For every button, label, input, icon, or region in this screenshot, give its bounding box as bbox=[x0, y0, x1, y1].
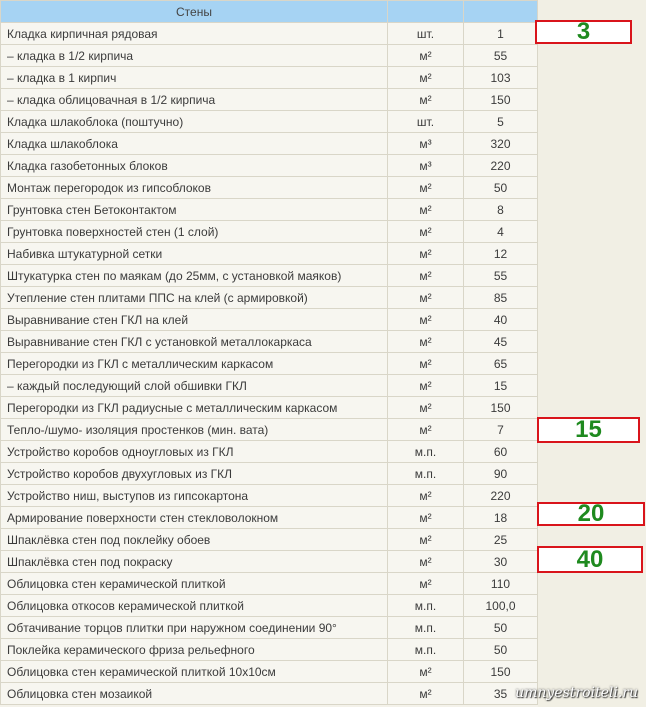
item-price: 35 bbox=[464, 683, 538, 705]
item-price: 25 bbox=[464, 529, 538, 551]
item-name: Грунтовка стен Бетоконтактом bbox=[0, 199, 388, 221]
item-unit: м² bbox=[388, 397, 464, 419]
item-price: 100,0 bbox=[464, 595, 538, 617]
table-header-unit bbox=[388, 0, 464, 23]
table-row bbox=[0, 199, 538, 221]
table-row bbox=[0, 67, 538, 89]
table-header-price bbox=[464, 0, 538, 23]
item-name: Штукатурка стен по маякам (до 25мм, с установкой маяков) bbox=[0, 265, 388, 287]
item-price: 1 bbox=[464, 23, 538, 45]
item-unit: м² bbox=[388, 331, 464, 353]
item-unit: м² bbox=[388, 177, 464, 199]
table-row bbox=[0, 397, 538, 419]
item-name: Армирование поверхности стен стекловолокном bbox=[0, 507, 388, 529]
annotation-box-1 bbox=[535, 20, 632, 44]
annotation-value: 20 bbox=[577, 500, 605, 527]
item-price: 45 bbox=[464, 331, 538, 353]
table-row bbox=[0, 177, 538, 199]
table-row bbox=[0, 595, 538, 617]
item-price: 50 bbox=[464, 177, 538, 199]
item-price: 150 bbox=[464, 661, 538, 683]
item-unit: м² bbox=[388, 243, 464, 265]
table-row bbox=[0, 353, 538, 375]
item-name: Поклейка керамического фриза рельефного bbox=[0, 639, 388, 661]
item-name: – кладка в 1/2 кирпича bbox=[0, 45, 388, 67]
item-name: Утепление стен плитами ППС на клей (с армировкой) bbox=[0, 287, 388, 309]
item-price: 220 bbox=[464, 485, 538, 507]
item-name: Набивка штукатурной сетки bbox=[0, 243, 388, 265]
item-name: Облицовка стен мозаикой bbox=[0, 683, 388, 705]
table-row bbox=[0, 529, 538, 551]
side-panel bbox=[538, 0, 646, 707]
item-name: Кладка шлакоблока bbox=[0, 133, 388, 155]
item-name: – каждый последующий слой обшивки ГКЛ bbox=[0, 375, 388, 397]
item-name: Выравнивание стен ГКЛ с установкой металлокаркаса bbox=[0, 331, 388, 353]
item-unit: м² bbox=[388, 551, 464, 573]
item-name: – кладка облицовачная в 1/2 кирпича bbox=[0, 89, 388, 111]
table-row bbox=[0, 551, 538, 573]
item-unit: м² bbox=[388, 287, 464, 309]
table-row bbox=[0, 23, 538, 45]
item-unit: м² bbox=[388, 529, 464, 551]
item-name: Шпаклёвка стен под поклейку обоев bbox=[0, 529, 388, 551]
item-price: 50 bbox=[464, 639, 538, 661]
item-name: Перегородки из ГКЛ с металлическим каркасом bbox=[0, 353, 388, 375]
item-price: 220 bbox=[464, 155, 538, 177]
annotation-value: 15 bbox=[575, 416, 602, 443]
item-unit: м² bbox=[388, 67, 464, 89]
annotation-box-4 bbox=[537, 546, 643, 573]
item-name: Кладка кирпичная рядовая bbox=[0, 23, 388, 45]
item-price: 5 bbox=[464, 111, 538, 133]
table-header-title: Стены bbox=[0, 0, 388, 23]
item-price: 55 bbox=[464, 45, 538, 67]
table-row bbox=[0, 639, 538, 661]
table-row bbox=[0, 287, 538, 309]
item-price: 18 bbox=[464, 507, 538, 529]
item-unit: м.п. bbox=[388, 441, 464, 463]
table-row bbox=[0, 155, 538, 177]
item-unit: м² bbox=[388, 375, 464, 397]
item-unit: м³ bbox=[388, 133, 464, 155]
item-price: 110 bbox=[464, 573, 538, 595]
table-body bbox=[0, 23, 538, 705]
item-unit: м.п. bbox=[388, 463, 464, 485]
item-name: Кладка шлакоблока (поштучно) bbox=[0, 111, 388, 133]
item-name: Облицовка стен керамической плиткой bbox=[0, 573, 388, 595]
item-price: 8 bbox=[464, 199, 538, 221]
item-unit: м³ bbox=[388, 155, 464, 177]
item-name: Устройство ниш, выступов из гипсокартона bbox=[0, 485, 388, 507]
item-name: Устройство коробов одноугловых из ГКЛ bbox=[0, 441, 388, 463]
table-row bbox=[0, 375, 538, 397]
table-row bbox=[0, 507, 538, 529]
item-name: Тепло-/шумо- изоляция простенков (мин. вата) bbox=[0, 419, 388, 441]
table-row bbox=[0, 683, 538, 705]
annotation-box-3 bbox=[537, 502, 645, 526]
item-unit: шт. bbox=[388, 111, 464, 133]
item-unit: м² bbox=[388, 485, 464, 507]
item-price: 150 bbox=[464, 397, 538, 419]
item-unit: м² bbox=[388, 419, 464, 441]
item-unit: м² bbox=[388, 507, 464, 529]
item-price: 320 bbox=[464, 133, 538, 155]
item-unit: м² bbox=[388, 221, 464, 243]
item-name: Облицовка стен керамической плиткой 10х10см bbox=[0, 661, 388, 683]
item-name: Перегородки из ГКЛ радиусные с металлическим каркасом bbox=[0, 397, 388, 419]
item-price: 12 bbox=[464, 243, 538, 265]
table-row bbox=[0, 463, 538, 485]
table-row bbox=[0, 45, 538, 67]
table-row bbox=[0, 89, 538, 111]
item-price: 15 bbox=[464, 375, 538, 397]
item-unit: м.п. bbox=[388, 639, 464, 661]
item-name: Шпаклёвка стен под покраску bbox=[0, 551, 388, 573]
table-row bbox=[0, 331, 538, 353]
item-name: Кладка газобетонных блоков bbox=[0, 155, 388, 177]
item-name: Устройство коробов двухугловых из ГКЛ bbox=[0, 463, 388, 485]
item-price: 4 bbox=[464, 221, 538, 243]
table-row bbox=[0, 243, 538, 265]
item-unit: м² bbox=[388, 573, 464, 595]
annotation-value: 3 bbox=[576, 18, 591, 45]
item-unit: м² bbox=[388, 199, 464, 221]
table-row bbox=[0, 573, 538, 595]
item-name: – кладка в 1 кирпич bbox=[0, 67, 388, 89]
item-price: 85 bbox=[464, 287, 538, 309]
item-unit: м² bbox=[388, 661, 464, 683]
item-name: Облицовка откосов керамической плиткой bbox=[0, 595, 388, 617]
item-price: 40 bbox=[464, 309, 538, 331]
site-watermark: umnyestroiteli.ru bbox=[515, 685, 638, 701]
item-name: Грунтовка поверхностей стен (1 слой) bbox=[0, 221, 388, 243]
table-row bbox=[0, 485, 538, 507]
table-row bbox=[0, 661, 538, 683]
table-header-row bbox=[0, 0, 538, 23]
item-price: 90 bbox=[464, 463, 538, 485]
item-unit: м² bbox=[388, 683, 464, 705]
table-row bbox=[0, 441, 538, 463]
item-unit: м² bbox=[388, 45, 464, 67]
item-unit: м² bbox=[388, 353, 464, 375]
table-row bbox=[0, 265, 538, 287]
table-row bbox=[0, 617, 538, 639]
item-unit: шт. bbox=[388, 23, 464, 45]
item-name: Обтачивание торцов плитки при наружном соединении 90° bbox=[0, 617, 388, 639]
table-row bbox=[0, 111, 538, 133]
item-price: 65 bbox=[464, 353, 538, 375]
table-row bbox=[0, 309, 538, 331]
item-price: 7 bbox=[464, 419, 538, 441]
table-row bbox=[0, 221, 538, 243]
item-price: 150 bbox=[464, 89, 538, 111]
item-price: 60 bbox=[464, 441, 538, 463]
item-unit: м² bbox=[388, 309, 464, 331]
annotation-value: 40 bbox=[576, 545, 604, 573]
table-row bbox=[0, 133, 538, 155]
item-unit: м.п. bbox=[388, 595, 464, 617]
item-unit: м² bbox=[388, 265, 464, 287]
item-unit: м² bbox=[388, 89, 464, 111]
item-unit: м.п. bbox=[388, 617, 464, 639]
item-name: Монтаж перегородок из гипсоблоков bbox=[0, 177, 388, 199]
item-price: 103 bbox=[464, 67, 538, 89]
item-name: Выравнивание стен ГКЛ на клей bbox=[0, 309, 388, 331]
item-price: 55 bbox=[464, 265, 538, 287]
item-price: 30 bbox=[464, 551, 538, 573]
item-price: 50 bbox=[464, 617, 538, 639]
annotation-box-2 bbox=[537, 417, 640, 443]
table-row bbox=[0, 419, 538, 441]
